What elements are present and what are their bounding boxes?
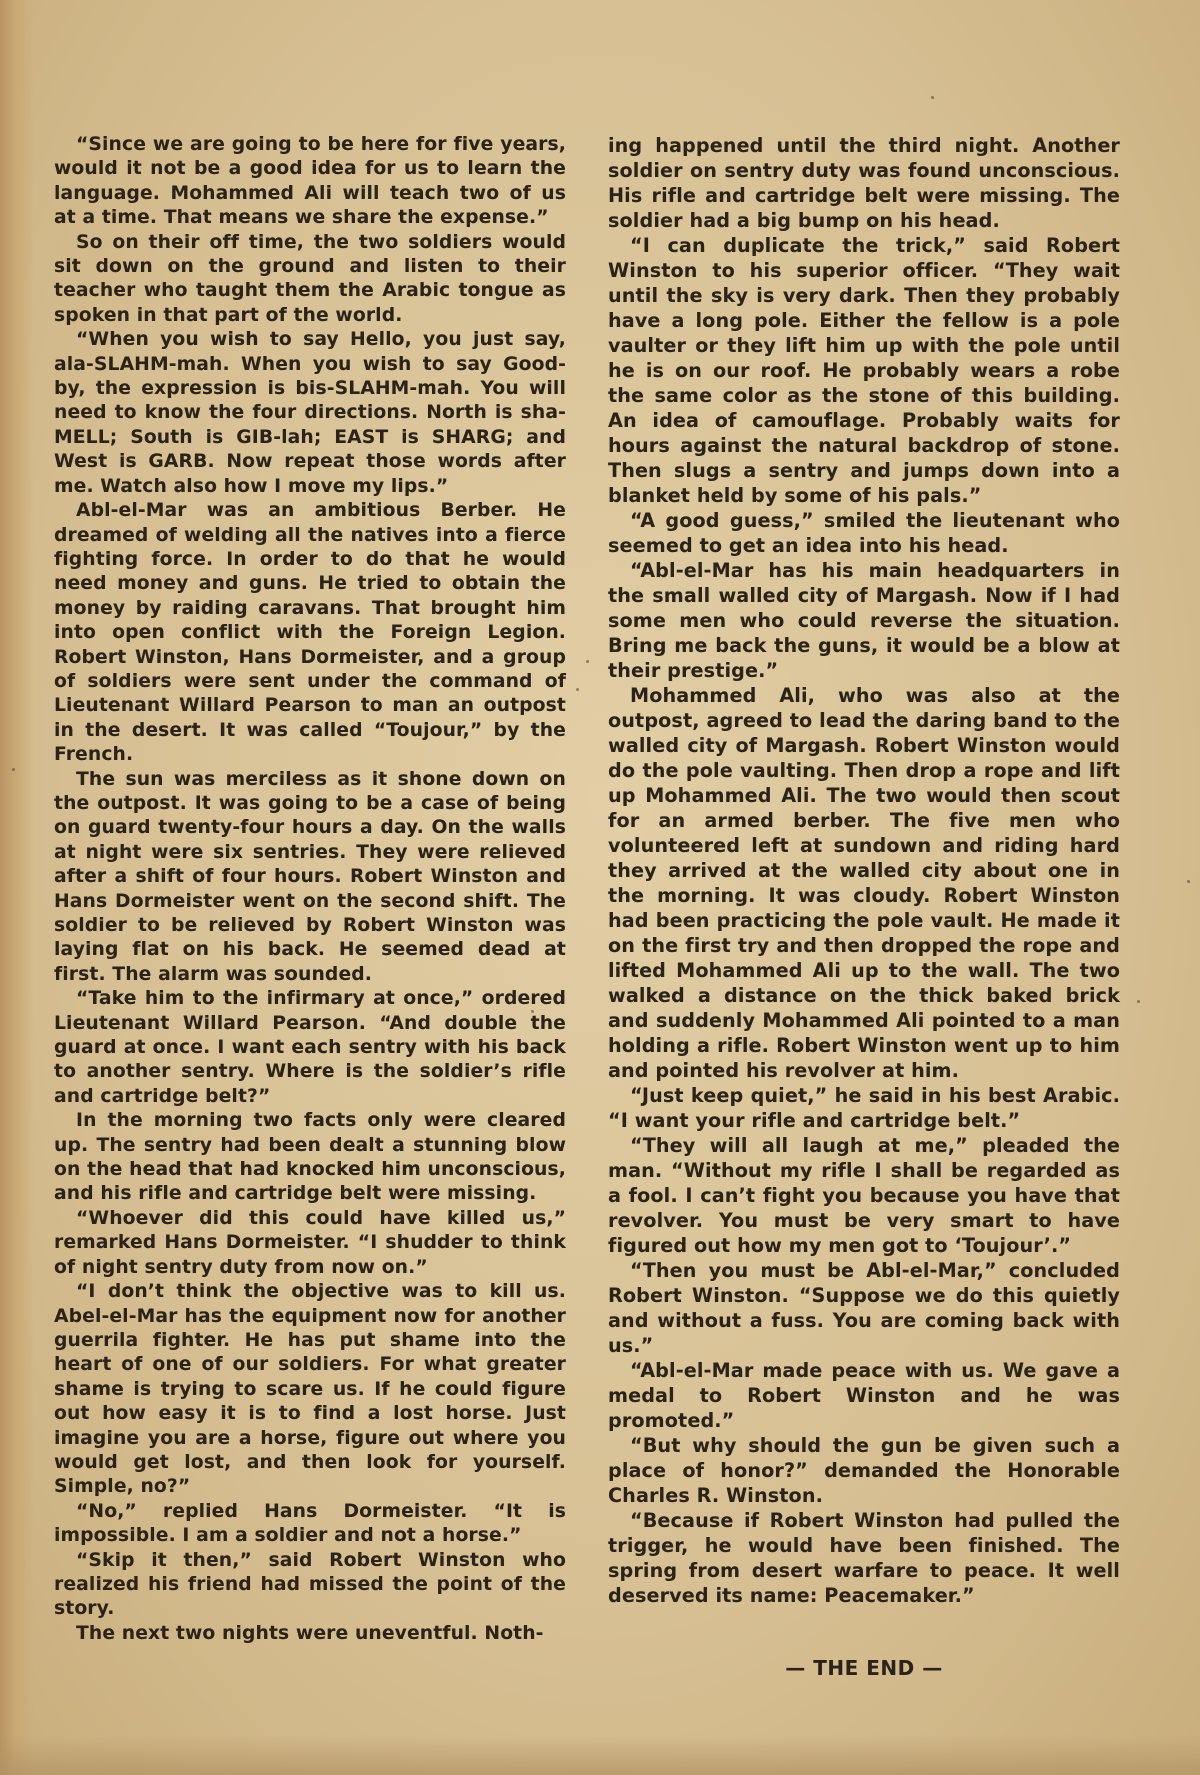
right-text-column [608,133,1120,1608]
paragraph: “Abl-el-Mar made peace with us. We gave a medal to Robert Winston and he was promoted.” [608,1359,1120,1432]
paragraph: “But why should the gun be given such a place of honor?” demanded the Honorable Charles R. Winston. [608,1434,1120,1507]
paragraph: Mohammed Ali, who was also at the outpost, agreed to lead the daring band to the walled city of Margash. Robert Winston would do the pole vaulting. Then drop a rope and lift up Mohammed Ali. The two would then scout for an armed berber. The five men who volunteered left at sundown and riding hard they arrived at the walled city about one in the morning. It was cloudy. Robert Winston had been practicing the pole vault. He made it on the first try and then dropped the rope and lifted Mohammed Ali up to the wall. The two walked a distance on the thick baked brick and suddenly Mohammed Ali pointed to a man holding a rifle. Robert Winston went up to him and pointed his revolver at him. [608,684,1120,1082]
page-edge-shadow [0,0,34,1775]
paragraph: “Since we are going to be here for five years, would it not be a good idea for us to learn the language. Mohammed Ali will teach two of us at a time. That means we share the expense.” [54,134,566,229]
paragraph: “No,” replied Hans Dormeister. “It is impossible. I am a soldier and not a horse.” [54,1500,566,1547]
paragraph: “I can duplicate the trick,” said Robert Winston to his superior officer. “They wait until the sky is very dark. Then they probably have a long pole. Either the fellow is a pole vaulter or they lift him up with the pole until he is on our roof. He probably wears a robe the same color as the stone of this building. An idea of camouflage. Probably waits for hours against the natural backdrop of stone. Then slugs a sentry and jumps down into a blanket held by some of his pals.” [608,234,1120,507]
paragraph: “Just keep quiet,” he said in his best Arabic. “I want your rifle and cartridge belt.” [608,1084,1120,1132]
print-speck [12,768,15,771]
print-speck [1137,1000,1140,1003]
print-speck [1187,880,1190,883]
print-speck [576,688,579,691]
paragraph: The sun was merciless as it shone down on the outpost. It was going to be a case of being on guard twenty-four hours a day. On the walls at night were six sentries. They were relieved after a shift of four hours. Robert Winston and Hans Dormeister went on the second shift. The soldier to be relieved by Robert Winston was laying flat on his back. He seemed dead at first. The alarm was sounded. [54,768,566,985]
paragraph: “A good guess,” smiled the lieutenant who seemed to get an idea into his head. [608,509,1120,557]
paragraph: “I don’t think the objective was to kill us. Abel-el-Mar has the equipment now for another guerrila fighter. He has put shame into the heart of one of our soldiers. For what greater shame is trying to scare us. If he could figure out how easy it is to find a lost horse. Just imagine you are a horse, figure out where you would get lost, and then look for yourself. Simple, no?” [54,1281,566,1498]
paragraph: “Whoever did this could have killed us,” remarked Hans Dormeister. “I shudder to think of night sentry duty from now on.” [54,1207,566,1278]
page-bottom-shadow [0,1735,1200,1775]
paragraph: “Abl-el-Mar has his main headquarters in the small walled city of Margash. Now if I had some men who could reverse the situation. Bring me back the guns, it would be a blow at their prestige.” [608,559,1120,682]
paragraph: “Because if Robert Winston had pulled the trigger, he would have been finished. The spring from desert warfare to peace. It well deserved its name: Peacemaker.” [608,1509,1120,1607]
print-speck [931,96,934,99]
paragraph: “Skip it then,” said Robert Winston who realized his friend had missed the point of the story. [54,1549,566,1620]
paragraph: ing happened until the third night. Another soldier on sentry duty was found unconscious. His rifle and cartridge belt were missing. The soldier had a big bump on his head. [608,134,1120,232]
paragraph: “They will all laugh at me,” pleaded the man. “Without my rifle I shall be regarded as a fool. I can’t fight you because you have that revolver. You must be very smart to have figured out how my men got to ‘Toujour’.” [608,1134,1120,1257]
paragraph: In the morning two facts only were cleared up. The sentry had been dealt a stunning blow on the head that had knocked him unconscious, and his rifle and cartridge belt were missing. [54,1110,566,1205]
paragraph: “Then you must be Abl-el-Mar,” concluded Robert Winston. “Suppose we do this quietly and without a fuss. You are coming back with us.” [608,1259,1120,1357]
print-speck [586,660,589,663]
story-end-marker: — THE END — [785,1656,943,1680]
paragraph: “When you wish to say Hello, you just say, ala-SLAHM-mah. When you wish to say Good-by, the expression is bis-SLAHM-mah. You will need to know the four directions. North is sha-MELL; South is GIB-lah; EAST is SHARG; and West is GARB. Now repeat those words after me. Watch also how I move my lips.” [54,329,566,497]
paragraph: Abl-el-Mar was an ambitious Berber. He dreamed of welding all the natives into a fierce fighting force. In order to do that he would need money and guns. He tried to obtain the money by raiding caravans. That brought him into open conflict with the Foreign Legion. Robert Winston, Hans Dormeister, and a group of soldiers were sent under the command of Lieutenant Willard Pearson to man an outpost in the desert. It was called “Toujour,” by the French. [54,500,566,766]
paragraph: The next two nights were uneventful. Noth- [76,1622,544,1644]
left-text-column [54,133,566,1646]
paragraph: “Take him to the infirmary at once,” ordered Lieutenant Willard Pearson. “And double the guard at once. I want each sentry with his back to another sentry. Where is the soldier’s rifle and cartridge belt?” [54,988,566,1107]
paragraph: So on their off time, the two soldiers would sit down on the ground and listen to their teacher who taught them the Arabic tongue as spoken in that part of the world. [54,231,566,326]
